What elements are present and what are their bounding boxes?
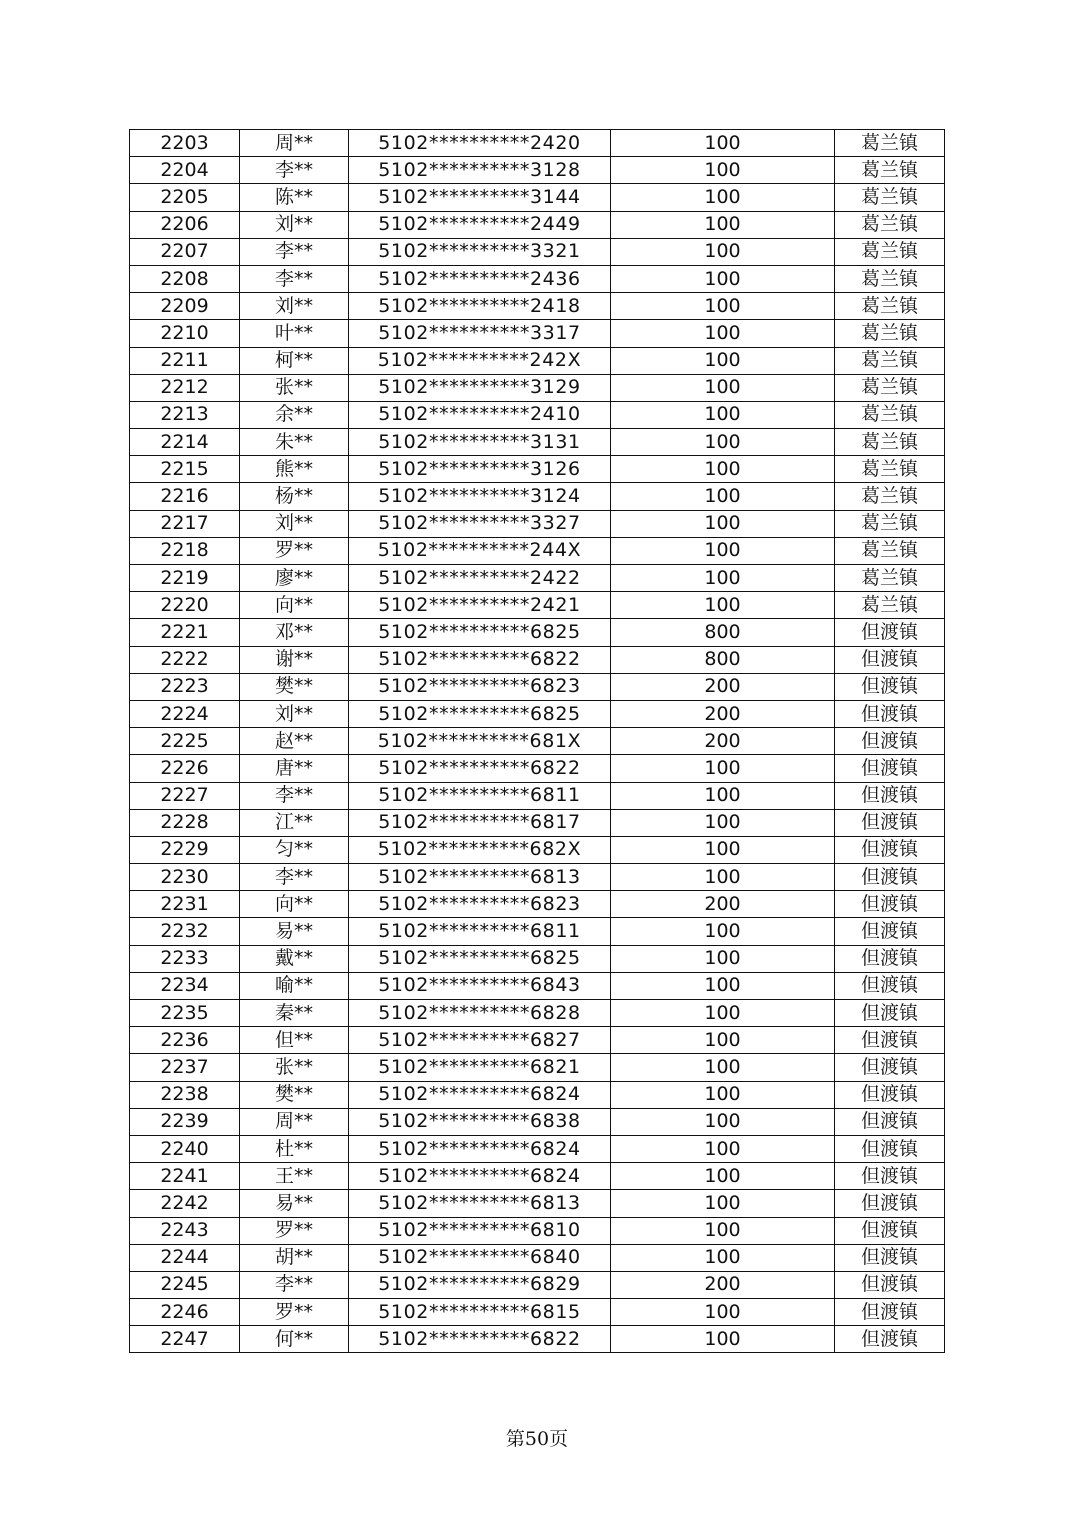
id-number-cell: 5102**********6825 (349, 945, 611, 972)
amount-cell: 100 (611, 429, 835, 456)
amount-cell: 100 (611, 1190, 835, 1217)
name-cell: 刘** (240, 211, 349, 238)
name-cell: 胡** (240, 1244, 349, 1271)
town-cell: 但渡镇 (835, 1081, 945, 1108)
name-cell: 樊** (240, 1081, 349, 1108)
amount-cell: 800 (611, 646, 835, 673)
name-cell: 李** (240, 782, 349, 809)
table-row (130, 537, 945, 564)
name-cell: 罗** (240, 1217, 349, 1244)
table-body (130, 130, 945, 1353)
amount-cell: 100 (611, 130, 835, 157)
amount-cell: 100 (611, 184, 835, 211)
id-number-cell: 5102**********3126 (349, 456, 611, 483)
amount-cell: 100 (611, 510, 835, 537)
id-number-cell: 5102**********6824 (349, 1163, 611, 1190)
amount-cell: 100 (611, 320, 835, 347)
amount-cell: 100 (611, 809, 835, 836)
town-cell: 但渡镇 (835, 945, 945, 972)
table-row (130, 374, 945, 401)
row-number-cell: 2245 (130, 1271, 240, 1298)
name-cell: 匀** (240, 836, 349, 863)
row-number-cell: 2214 (130, 429, 240, 456)
row-number-cell: 2241 (130, 1163, 240, 1190)
table-row (130, 619, 945, 646)
id-number-cell: 5102**********2436 (349, 265, 611, 292)
row-number-cell: 2218 (130, 537, 240, 564)
name-cell: 朱** (240, 429, 349, 456)
town-cell: 葛兰镇 (835, 293, 945, 320)
id-number-cell: 5102**********6824 (349, 1135, 611, 1162)
row-number-cell: 2206 (130, 211, 240, 238)
town-cell: 葛兰镇 (835, 347, 945, 374)
name-cell: 何** (240, 1326, 349, 1353)
name-cell: 喻** (240, 972, 349, 999)
name-cell: 叶** (240, 320, 349, 347)
row-number-cell: 2211 (130, 347, 240, 374)
town-cell: 葛兰镇 (835, 537, 945, 564)
table-row (130, 293, 945, 320)
amount-cell: 100 (611, 1081, 835, 1108)
town-cell: 但渡镇 (835, 1217, 945, 1244)
name-cell: 刘** (240, 700, 349, 727)
row-number-cell: 2231 (130, 891, 240, 918)
town-cell: 但渡镇 (835, 1135, 945, 1162)
town-cell: 但渡镇 (835, 809, 945, 836)
id-number-cell: 5102**********6840 (349, 1244, 611, 1271)
town-cell: 但渡镇 (835, 1326, 945, 1353)
town-cell: 葛兰镇 (835, 401, 945, 428)
table-row (130, 673, 945, 700)
amount-cell: 100 (611, 1027, 835, 1054)
row-number-cell: 2226 (130, 755, 240, 782)
name-cell: 但** (240, 1027, 349, 1054)
table-row (130, 782, 945, 809)
name-cell: 廖** (240, 565, 349, 592)
name-cell: 樊** (240, 673, 349, 700)
id-number-cell: 5102**********6815 (349, 1299, 611, 1326)
id-number-cell: 5102**********2422 (349, 565, 611, 592)
town-cell: 葛兰镇 (835, 592, 945, 619)
amount-cell: 100 (611, 1054, 835, 1081)
table-row (130, 1244, 945, 1271)
name-cell: 刘** (240, 293, 349, 320)
table-row (130, 429, 945, 456)
table-row (130, 646, 945, 673)
amount-cell: 100 (611, 238, 835, 265)
row-number-cell: 2227 (130, 782, 240, 809)
id-number-cell: 5102**********3124 (349, 483, 611, 510)
amount-cell: 100 (611, 537, 835, 564)
table-row (130, 1190, 945, 1217)
id-number-cell: 5102**********6823 (349, 673, 611, 700)
name-cell: 罗** (240, 537, 349, 564)
row-number-cell: 2247 (130, 1326, 240, 1353)
town-cell: 葛兰镇 (835, 265, 945, 292)
id-number-cell: 5102**********6811 (349, 918, 611, 945)
id-number-cell: 5102**********3131 (349, 429, 611, 456)
amount-cell: 100 (611, 565, 835, 592)
id-number-cell: 5102**********6828 (349, 1000, 611, 1027)
table-row (130, 265, 945, 292)
table-row (130, 891, 945, 918)
town-cell: 但渡镇 (835, 755, 945, 782)
name-cell: 向** (240, 592, 349, 619)
town-cell: 葛兰镇 (835, 374, 945, 401)
id-number-cell: 5102**********3129 (349, 374, 611, 401)
row-number-cell: 2243 (130, 1217, 240, 1244)
row-number-cell: 2213 (130, 401, 240, 428)
town-cell: 但渡镇 (835, 673, 945, 700)
table-row (130, 320, 945, 347)
id-number-cell: 5102**********2410 (349, 401, 611, 428)
table-row (130, 1326, 945, 1353)
amount-cell: 100 (611, 945, 835, 972)
table-row (130, 211, 945, 238)
row-number-cell: 2242 (130, 1190, 240, 1217)
row-number-cell: 2240 (130, 1135, 240, 1162)
table-row (130, 1054, 945, 1081)
amount-cell: 100 (611, 755, 835, 782)
town-cell: 但渡镇 (835, 864, 945, 891)
id-number-cell: 5102**********2421 (349, 592, 611, 619)
row-number-cell: 2234 (130, 972, 240, 999)
name-cell: 邓** (240, 619, 349, 646)
town-cell: 但渡镇 (835, 1190, 945, 1217)
id-number-cell: 5102**********3144 (349, 184, 611, 211)
table-row (130, 918, 945, 945)
amount-cell: 100 (611, 456, 835, 483)
name-cell: 熊** (240, 456, 349, 483)
id-number-cell: 5102**********3317 (349, 320, 611, 347)
row-number-cell: 2219 (130, 565, 240, 592)
id-number-cell: 5102**********6821 (349, 1054, 611, 1081)
row-number-cell: 2215 (130, 456, 240, 483)
table-row (130, 1163, 945, 1190)
town-cell: 葛兰镇 (835, 456, 945, 483)
id-number-cell: 5102**********6810 (349, 1217, 611, 1244)
id-number-cell: 5102**********6825 (349, 700, 611, 727)
town-cell: 但渡镇 (835, 891, 945, 918)
id-number-cell: 5102**********6822 (349, 755, 611, 782)
row-number-cell: 2225 (130, 728, 240, 755)
name-cell: 李** (240, 238, 349, 265)
name-cell: 杨** (240, 483, 349, 510)
amount-cell: 100 (611, 1000, 835, 1027)
row-number-cell: 2216 (130, 483, 240, 510)
town-cell: 但渡镇 (835, 1108, 945, 1135)
name-cell: 罗** (240, 1299, 349, 1326)
id-number-cell: 5102**********242X (349, 347, 611, 374)
row-number-cell: 2210 (130, 320, 240, 347)
amount-cell: 100 (611, 1299, 835, 1326)
amount-cell: 100 (611, 1244, 835, 1271)
amount-cell: 100 (611, 401, 835, 428)
table-row (130, 347, 945, 374)
amount-cell: 100 (611, 157, 835, 184)
amount-cell: 100 (611, 1108, 835, 1135)
table-row (130, 456, 945, 483)
table-row (130, 972, 945, 999)
amount-cell: 100 (611, 1217, 835, 1244)
table-row (130, 1027, 945, 1054)
town-cell: 但渡镇 (835, 972, 945, 999)
page-number: 第50页 (505, 1428, 569, 1450)
town-cell: 葛兰镇 (835, 238, 945, 265)
amount-cell: 200 (611, 700, 835, 727)
row-number-cell: 2246 (130, 1299, 240, 1326)
id-number-cell: 5102**********6822 (349, 646, 611, 673)
table-row (130, 836, 945, 863)
row-number-cell: 2235 (130, 1000, 240, 1027)
id-number-cell: 5102**********2418 (349, 293, 611, 320)
id-number-cell: 5102**********6813 (349, 1190, 611, 1217)
row-number-cell: 2223 (130, 673, 240, 700)
amount-cell: 100 (611, 836, 835, 863)
amount-cell: 100 (611, 1135, 835, 1162)
row-number-cell: 2212 (130, 374, 240, 401)
table-row (130, 565, 945, 592)
table-row (130, 157, 945, 184)
town-cell: 葛兰镇 (835, 483, 945, 510)
name-cell: 陈** (240, 184, 349, 211)
amount-cell: 100 (611, 374, 835, 401)
row-number-cell: 2233 (130, 945, 240, 972)
table-row (130, 592, 945, 619)
town-cell: 葛兰镇 (835, 211, 945, 238)
name-cell: 周** (240, 130, 349, 157)
name-cell: 易** (240, 1190, 349, 1217)
amount-cell: 100 (611, 211, 835, 238)
table-row (130, 1108, 945, 1135)
table-row (130, 130, 945, 157)
amount-cell: 100 (611, 782, 835, 809)
name-cell: 赵** (240, 728, 349, 755)
town-cell: 葛兰镇 (835, 429, 945, 456)
name-cell: 李** (240, 864, 349, 891)
id-number-cell: 5102**********6823 (349, 891, 611, 918)
row-number-cell: 2220 (130, 592, 240, 619)
town-cell: 但渡镇 (835, 918, 945, 945)
table-row (130, 1135, 945, 1162)
amount-cell: 100 (611, 1163, 835, 1190)
name-cell: 李** (240, 265, 349, 292)
town-cell: 但渡镇 (835, 700, 945, 727)
amount-cell: 200 (611, 728, 835, 755)
id-number-cell: 5102**********6813 (349, 864, 611, 891)
row-number-cell: 2239 (130, 1108, 240, 1135)
amount-cell: 100 (611, 347, 835, 374)
amount-cell: 800 (611, 619, 835, 646)
town-cell: 葛兰镇 (835, 320, 945, 347)
table-row (130, 728, 945, 755)
id-number-cell: 5102**********6822 (349, 1326, 611, 1353)
amount-cell: 200 (611, 673, 835, 700)
row-number-cell: 2203 (130, 130, 240, 157)
row-number-cell: 2237 (130, 1054, 240, 1081)
table-row (130, 401, 945, 428)
table-row (130, 945, 945, 972)
town-cell: 但渡镇 (835, 1244, 945, 1271)
name-cell: 李** (240, 157, 349, 184)
amount-cell: 100 (611, 592, 835, 619)
name-cell: 张** (240, 374, 349, 401)
amount-cell: 200 (611, 1271, 835, 1298)
row-number-cell: 2236 (130, 1027, 240, 1054)
name-cell: 王** (240, 1163, 349, 1190)
town-cell: 但渡镇 (835, 1000, 945, 1027)
name-cell: 李** (240, 1271, 349, 1298)
town-cell: 葛兰镇 (835, 130, 945, 157)
row-number-cell: 2208 (130, 265, 240, 292)
town-cell: 但渡镇 (835, 646, 945, 673)
table-row (130, 238, 945, 265)
id-number-cell: 5102**********244X (349, 537, 611, 564)
id-number-cell: 5102**********2420 (349, 130, 611, 157)
subsidy-table (129, 129, 945, 1353)
name-cell: 向** (240, 891, 349, 918)
town-cell: 但渡镇 (835, 1054, 945, 1081)
amount-cell: 100 (611, 918, 835, 945)
id-number-cell: 5102**********681X (349, 728, 611, 755)
name-cell: 易** (240, 918, 349, 945)
table-row (130, 1217, 945, 1244)
name-cell: 张** (240, 1054, 349, 1081)
name-cell: 刘** (240, 510, 349, 537)
id-number-cell: 5102**********6827 (349, 1027, 611, 1054)
table-row (130, 510, 945, 537)
name-cell: 周** (240, 1108, 349, 1135)
table-row (130, 755, 945, 782)
id-number-cell: 5102**********3128 (349, 157, 611, 184)
table-row (130, 700, 945, 727)
row-number-cell: 2228 (130, 809, 240, 836)
id-number-cell: 5102**********682X (349, 836, 611, 863)
amount-cell: 100 (611, 265, 835, 292)
amount-cell: 100 (611, 483, 835, 510)
row-number-cell: 2224 (130, 700, 240, 727)
row-number-cell: 2244 (130, 1244, 240, 1271)
amount-cell: 200 (611, 891, 835, 918)
town-cell: 但渡镇 (835, 782, 945, 809)
row-number-cell: 2232 (130, 918, 240, 945)
town-cell: 葛兰镇 (835, 184, 945, 211)
id-number-cell: 5102**********6817 (349, 809, 611, 836)
id-number-cell: 5102**********6829 (349, 1271, 611, 1298)
name-cell: 唐** (240, 755, 349, 782)
amount-cell: 100 (611, 293, 835, 320)
id-number-cell: 5102**********6838 (349, 1108, 611, 1135)
town-cell: 但渡镇 (835, 1027, 945, 1054)
name-cell: 余** (240, 401, 349, 428)
town-cell: 葛兰镇 (835, 510, 945, 537)
id-number-cell: 5102**********6843 (349, 972, 611, 999)
id-number-cell: 5102**********3327 (349, 510, 611, 537)
name-cell: 柯** (240, 347, 349, 374)
town-cell: 但渡镇 (835, 728, 945, 755)
amount-cell: 100 (611, 972, 835, 999)
town-cell: 但渡镇 (835, 1163, 945, 1190)
table-row (130, 483, 945, 510)
name-cell: 杜** (240, 1135, 349, 1162)
row-number-cell: 2204 (130, 157, 240, 184)
name-cell: 戴** (240, 945, 349, 972)
table-row (130, 1000, 945, 1027)
town-cell: 葛兰镇 (835, 157, 945, 184)
table-row (130, 809, 945, 836)
amount-cell: 100 (611, 864, 835, 891)
table-row (130, 1299, 945, 1326)
row-number-cell: 2222 (130, 646, 240, 673)
row-number-cell: 2205 (130, 184, 240, 211)
row-number-cell: 2217 (130, 510, 240, 537)
table-row (130, 1271, 945, 1298)
id-number-cell: 5102**********6811 (349, 782, 611, 809)
id-number-cell: 5102**********3321 (349, 238, 611, 265)
row-number-cell: 2209 (130, 293, 240, 320)
name-cell: 江** (240, 809, 349, 836)
town-cell: 但渡镇 (835, 1299, 945, 1326)
id-number-cell: 5102**********6824 (349, 1081, 611, 1108)
row-number-cell: 2229 (130, 836, 240, 863)
row-number-cell: 2207 (130, 238, 240, 265)
id-number-cell: 5102**********6825 (349, 619, 611, 646)
table-row (130, 184, 945, 211)
town-cell: 但渡镇 (835, 619, 945, 646)
amount-cell: 100 (611, 1326, 835, 1353)
name-cell: 谢** (240, 646, 349, 673)
table-row (130, 1081, 945, 1108)
town-cell: 葛兰镇 (835, 565, 945, 592)
town-cell: 但渡镇 (835, 836, 945, 863)
name-cell: 秦** (240, 1000, 349, 1027)
table-row (130, 864, 945, 891)
town-cell: 但渡镇 (835, 1271, 945, 1298)
id-number-cell: 5102**********2449 (349, 211, 611, 238)
row-number-cell: 2221 (130, 619, 240, 646)
row-number-cell: 2230 (130, 864, 240, 891)
row-number-cell: 2238 (130, 1081, 240, 1108)
